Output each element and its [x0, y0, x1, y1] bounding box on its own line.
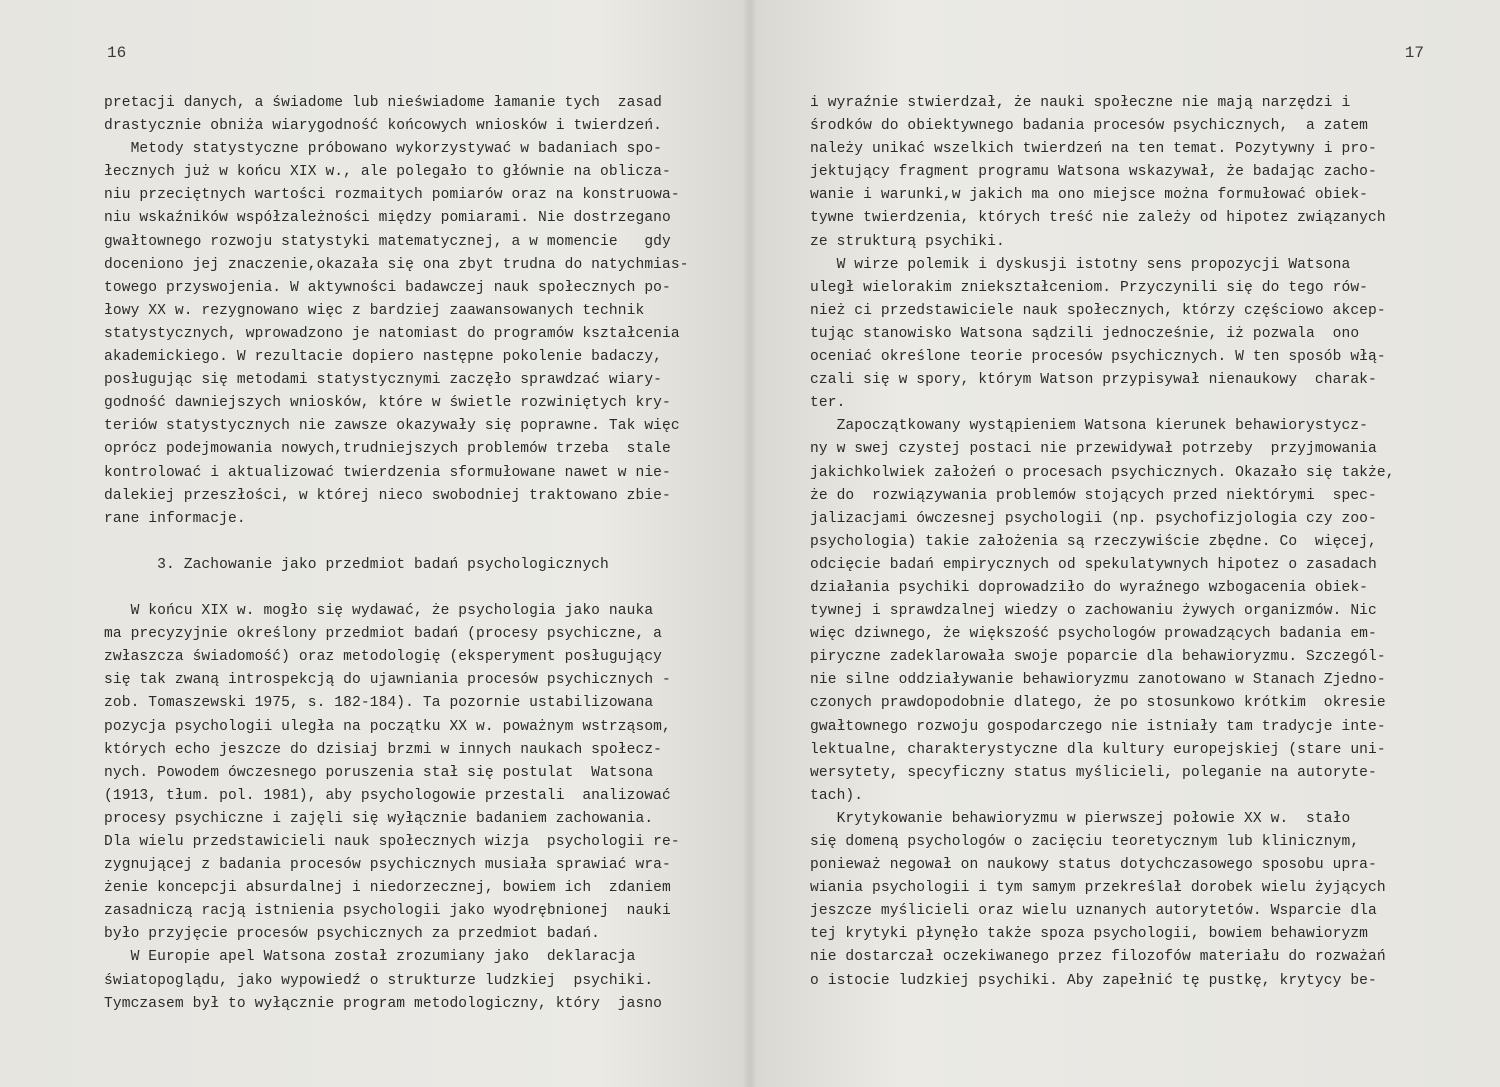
text-line: łecznych już w końcu XIX w., ale polegało to głównie na oblicza-: [104, 164, 671, 181]
text-line: nie silne oddziaływanie behawioryzmu zanotowano w Stanach Zjedno-: [810, 672, 1386, 689]
text-line: ny w swej czystej postaci nie przewidywał potrzeby przyjmowania: [810, 441, 1377, 458]
text-line: statystycznych, wprowadzono je natomiast do programów kształcenia: [104, 325, 680, 342]
text-line: ze strukturą psychiki.: [810, 233, 1005, 250]
text-line: W wirze polemik i dyskusji istotny sens propozycji Watsona: [810, 256, 1351, 273]
text-line: towego przyswojenia. W aktywności badawczej nauk społecznych po-: [104, 279, 671, 296]
text-line: jalizacjami ówczesnej psychologii (np. psychofizjologia czy zoo-: [810, 510, 1377, 527]
text-line: że do rozwiązywania problemów stojących przed niektórymi spec-: [810, 487, 1377, 504]
text-line: teriów statystycznych nie zawsze okazywały się poprawne. Tak więc: [104, 418, 680, 435]
text-line: nie dostarczał oczekiwanego przez filozofów materiału do rozważań: [810, 949, 1386, 966]
text-line: ponieważ negował on naukowy status dotychczasowego sposobu upra-: [810, 857, 1377, 874]
text-line: o istocie ludzkiej psychiki. Aby zapełnić tę pustkę, krytycy be-: [810, 972, 1377, 989]
text-line: dalekiej przeszłości, w której nieco swobodniej traktowano zbie-: [104, 487, 671, 504]
text-line: pozycja psychologii uległa na początku XX w. poważnym wstrząsom,: [104, 718, 671, 735]
text-line: jektujący fragment programu Watsona wskazywał, że badając zacho-: [810, 164, 1377, 181]
text-line: których echo jeszcze do dzisiaj brzmi w innych naukach społecz-: [104, 741, 663, 758]
text-line: zwłaszcza świadomość) oraz metodologię (eksperyment posługujący: [104, 649, 663, 666]
text-line: tywnej i sprawdzalnej wiedzy o zachowaniu żywych organizmów. Nic: [810, 603, 1377, 620]
text-line: wanie i warunki,w jakich ma ono miejsce można formułować obiek-: [810, 187, 1369, 204]
text-line: Dla wielu przedstawicieli nauk społecznych wizja psychologii re-: [104, 834, 680, 850]
text-line: nych. Powodem ówczesnego poruszenia stał się postulat Watsona: [104, 764, 654, 781]
text-line: W końcu XIX w. mogło się wydawać, że psychologia jako nauka: [104, 603, 654, 620]
text-line: żenie koncepcji absurdalnej i niedorzecznej, bowiem ich zdaniem: [104, 880, 671, 897]
left-page-text: [104, 92, 689, 1016]
text-line: środków do obiektywnego badania procesów psychicznych, a zatem: [810, 118, 1369, 135]
text-line: pretacji danych, a świadome lub nieświadome łamanie tych zasad: [104, 95, 663, 111]
text-line: czonych prawdopodobnie dlatego, że po stosunkowo krótkim okresie: [810, 695, 1386, 712]
right-page: [752, 0, 1500, 1087]
text-line: zygnującej z badania procesów psychicznych musiała sprawiać wra-: [104, 857, 671, 874]
text-line: zasadniczą racją istnienia psychologii jako wyodrębnionej nauki: [104, 903, 671, 920]
text-line: doceniono jej znaczenie,okazała się ona zbyt trudna do natychmias-: [104, 256, 689, 273]
page-number-right: 17: [1404, 44, 1424, 62]
text-line: wiania psychologii i tym samym przekreślał dorobek wielu żyjących: [810, 880, 1386, 897]
text-line: Tymczasem był to wyłącznie program metodologiczny, który jasno: [104, 995, 663, 1012]
text-line: i wyraźnie stwierdzał, że nauki społeczne nie mają narzędzi i: [810, 95, 1351, 111]
text-line: było przyjęcie procesów psychicznych za przedmiot badań.: [104, 926, 601, 943]
text-line: Metody statystyczne próbowano wykorzystywać w badaniach spo-: [104, 141, 663, 158]
text-line: wersytety, specyficzny status myślicieli, poleganie na autoryte-: [810, 764, 1377, 781]
text-line: 3. Zachowanie jako przedmiot badań psychologicznych: [104, 556, 609, 573]
text-line: uległ wielorakim zniekształceniom. Przyczynili się do tego rów-: [810, 279, 1369, 296]
text-line: łowy XX w. rezygnowano więc z bardziej zaawansowanych technik: [104, 302, 645, 319]
text-line: zob. Tomaszewski 1975, s. 182-184). Ta pozornie ustabilizowana: [104, 695, 654, 712]
text-line: należy unikać wszelkich twierdzeń na ten temat. Pozytywny i pro-: [810, 141, 1377, 158]
text-line: gwałtownego rozwoju gospodarczego nie istniały tam tradycje inte-: [810, 718, 1386, 735]
text-line: Zapoczątkowany wystąpieniem Watsona kierunek behawiorystycz-: [810, 418, 1369, 435]
text-line: godność dawniejszych wniosków, które w świetle rozwiniętych kry-: [104, 395, 671, 412]
text-line: jeszcze myślicieli oraz wielu uznanych autorytetów. Wsparcie dla: [810, 903, 1377, 920]
left-page: [0, 0, 748, 1087]
text-line: (1913, tłum. pol. 1981), aby psychologowie przestali analizować: [104, 787, 671, 804]
text-line: oprócz podejmowania nowych,trudniejszych problemów trzeba stale: [104, 441, 671, 458]
text-line: rane informacje.: [104, 510, 246, 527]
text-line: się tak zwaną introspekcją do ujawniania procesów psychicznych -: [104, 672, 671, 689]
text-line: procesy psychiczne i zajęli się wyłącznie badaniem zachowania.: [104, 810, 654, 827]
text-line: się domeną psychologów o zacięciu teoretycznym lub klinicznym,: [810, 834, 1360, 850]
text-line: niu przeciętnych wartości rozmaitych pomiarów oraz na konstruowa-: [104, 187, 680, 204]
text-line: akademickiego. W rezultacie dopiero następne pokolenie badaczy,: [104, 349, 663, 366]
text-line: ter.: [810, 395, 846, 412]
text-line: piryczne zadeklarowała swoje poparcie dla behawioryzmu. Szczegól-: [810, 649, 1386, 666]
text-line: W Europie apel Watsona został zrozumiany jako deklaracja: [104, 949, 636, 966]
text-line: kontrolować i aktualizować twierdzenia sformułowane nawet w nie-: [104, 464, 671, 481]
right-page-text: [810, 92, 1395, 993]
text-line: Krytykowanie behawioryzmu w pierwszej połowie XX w. stało: [810, 810, 1351, 827]
text-line: [104, 577, 689, 600]
text-line: działania psychiki doprowadziło do wyraźnego wzbogacenia obiek-: [810, 579, 1369, 596]
text-line: nież ci przedstawiciele nauk społecznych, którzy częściowo akcep-: [810, 302, 1386, 319]
text-line: czali się w spory, którym Watson przypisywał nienaukowy charak-: [810, 372, 1377, 389]
text-line: tując stanowisko Watsona sądzili jednocześnie, iż pozwala ono: [810, 325, 1360, 342]
text-line: jakichkolwiek założeń o procesach psychicznych. Okazało się także,: [810, 464, 1395, 481]
text-line: tywne twierdzenia, których treść nie zależy od hipotez związanych: [810, 210, 1386, 227]
text-line: [104, 531, 689, 554]
text-line: posługując się metodami statystycznymi zaczęło sprawdzać wiary-: [104, 372, 663, 389]
text-line: drastycznie obniża wiarygodność końcowych wniosków i twierdzeń.: [104, 118, 663, 135]
text-line: gwałtownego rozwoju statystyki matematycznej, a w momencie gdy: [104, 233, 671, 250]
text-line: lektualne, charakterystyczne dla kultury europejskiej (stare uni-: [810, 741, 1386, 758]
text-line: odcięcie badań empirycznych od spekulatywnych hipotez o zasadach: [810, 556, 1377, 573]
text-line: światopoglądu, jako wypowiedź o strukturze ludzkiej psychiki.: [104, 972, 654, 989]
text-line: więc dziwnego, że większość psychologów prowadzących badania em-: [810, 626, 1377, 643]
text-line: tach).: [810, 787, 864, 804]
text-line: tej krytyki płynęło także spoza psychologii, bowiem behawioryzm: [810, 926, 1369, 943]
text-line: niu wskaźników współzależności między pomiarami. Nie dostrzegano: [104, 210, 671, 227]
text-line: psychologia) takie założenia są rzeczywiście zbędne. Co więcej,: [810, 533, 1377, 550]
text-line: oceniać określone teorie procesów psychicznych. W ten sposób włą-: [810, 349, 1386, 366]
text-line: ma precyzyjnie określony przedmiot badań (procesy psychiczne, a: [104, 626, 663, 643]
page-number-left: 16: [107, 44, 127, 62]
